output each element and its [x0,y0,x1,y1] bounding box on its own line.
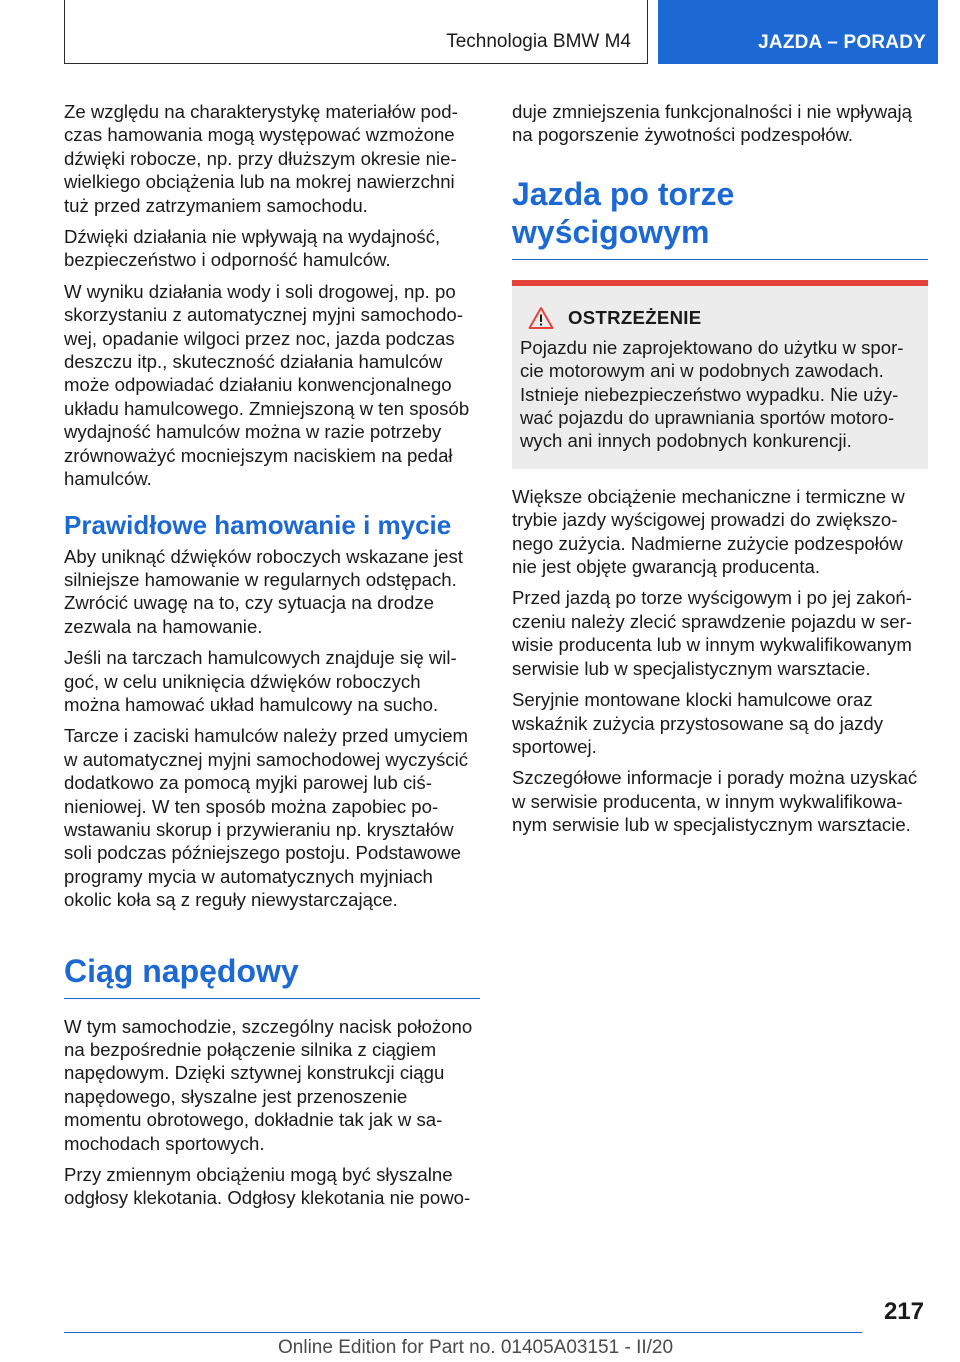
header-section-label: JAZDA – PORADY [758,32,926,53]
paragraph: W wyniku działania wody i soli drogowej, np. po skorzystaniu z automatycznej myjni samochodowej, opadanie wilgoci przez noc, jazda podczas deszczu itp., skuteczność działania hamulców może odpowiadać działaniu konwencjonalnego układu hamulcowego. Zmniejszoną w ten sposób wydajność hamulców można w razie potrzeby zrównoważyć mocniejszym naciskiem na pedał hamulców. [64,280,470,490]
paragraph: Większe obciążenie mechaniczne i termiczne w trybie jazdy wyścigowej prowadzi do zwiększonego zużycia. Nadmierne zużycie podzespołów nie jest objęte gwarancją producenta. [512,485,905,578]
paragraph: Tarcze i zaciski hamulców należy przed umyciem w automatycznej myjni samochodowej wyczyścić dodatkowo za pomocą myjki parowej lub ciśnieniowej. W ten sposób można zapobiec powstawaniu skorup i przywieraniu np. kryształów soli podczas późniejszego postoju. Podstawowe programy mycia w automatycznych myjniach okolic koła są z reguły niewystarczające. [64,725,469,911]
footer-divider [64,1332,862,1333]
header-title-box [64,0,648,64]
paragraph: Przed jazdą po torze wyścigowym i po jej zakończeniu należy zlecić sprawdzenie pojazdu w serwisie producenta lub w innym wykwalifikowanym serwisie lub w specjalistycznym warsztacie. [512,587,912,679]
paragraph: duje zmniejszenia funkcjonalności i nie wpływają na pogorszenie żywotności podzespołów. [512,101,912,146]
warning-text: Pojazdu nie zaprojektowano do użytku w sporcie motorowym ani w podobnych zawodach. Istnieje niebezpieczeństwo wypadku. Nie używać pojazdu do uprawniania sportów motorowych ani innych podobnych konkurencji. [520,336,904,452]
section-heading-wrap [64,952,480,999]
header-title: Technologia BMW M4 [446,31,631,52]
left-column [64,100,480,1218]
paragraph: Ze względu na charakterystykę materiałów podczas hamowania mogą występować wzmożone dźwięki robocze, np. przy dłuższym okresie niewielkiego obciążenia lub na mokrej nawierzchni tuż przed zatrzymaniem samochodu. [64,101,458,216]
page-number: 217 [883,1298,924,1325]
paragraph: Szczegółowe informacje i porady można uzyskać w serwisie producenta, w innym wykwalifikowanym serwisie lub w specjalistycznym warsztacie. [512,767,918,836]
paragraph: W tym samochodzie, szczególny nacisk położono na bezpośrednie połączenie silnika z ciągiem napędowym. Dzięki sztywnej konstrukcji ciągu napędowego, słyszalne jest przenoszenie momentu obrotowego, dokładnie tak jak w samochodach sportowych. [64,1015,473,1154]
paragraph: Przy zmiennym obciążeniu mogą być słyszalne odgłosy klekotania. Odgłosy klekotania nie powo- [64,1164,471,1209]
paragraph: Aby uniknąć dźwięków roboczych wskazane jest silniejsze hamowanie w regularnych odstępach. Zwrócić uwagę na to, czy sytuacja na drodze zezwala na hamowanie. [64,545,463,637]
header-section-tab [658,0,938,64]
paragraph: Seryjnie montowane klocki hamulcowe oraz wskaźnik zużycia przystosowane są do jazdy sportowej. [512,689,884,757]
warning-box [512,280,928,469]
paragraph: Dźwięki działania nie wpływają na wydajność, bezpieczeństwo i odporność hamulców. [64,226,441,271]
section-heading-track: Jazda po torze wyścigowym [512,175,735,250]
paragraph: Jeśli na tarczach hamulcowych znajduje się wilgoć, w celu uniknięcia dźwięków roboczych można hamować układ hamulcowy na sucho. [64,647,457,715]
right-column [512,100,928,845]
warning-header [520,306,918,330]
warning-label: OSTRZEŻENIE [568,306,702,328]
footer-edition: Online Edition for Part no. 01405A03151 - II/20 [278,1337,674,1358]
section-heading-drivetrain: Ciąg napędowy [64,952,299,989]
subsection-heading-braking: Prawidłowe hamowanie i mycie [64,509,452,540]
section-heading-wrap [512,175,928,260]
warning-triangle-icon [528,306,554,330]
